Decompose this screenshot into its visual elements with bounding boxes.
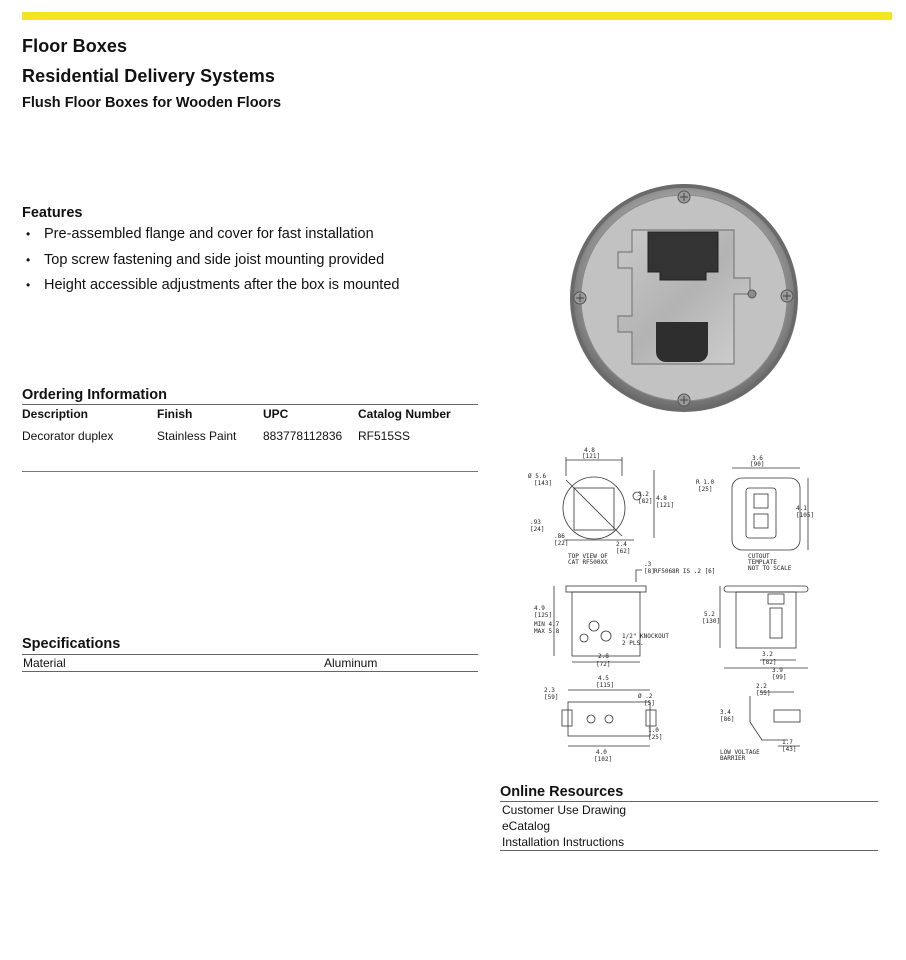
specifications-table [22, 654, 478, 672]
online-resources-list [500, 801, 878, 851]
specifications-title: Specifications [22, 636, 121, 652]
resource-link-ecatalog[interactable]: eCatalog [502, 819, 551, 833]
spec-value-material: Aluminum [324, 656, 378, 670]
page-title: Floor Boxes [22, 36, 128, 56]
cell-upc: 883778112836 [263, 429, 343, 443]
dim-label: [102] [594, 756, 613, 763]
dim-label: [86] [720, 716, 735, 723]
page-subtitle-systems: Residential Delivery Systems [22, 66, 275, 86]
dim-label: 2.8 [598, 653, 609, 660]
dim-label: [62] [616, 548, 631, 555]
drawing-caption: TEMPLATE [748, 559, 777, 566]
dim-label: 3.4 [720, 709, 731, 716]
dim-label: [125] [534, 612, 553, 619]
dim-label: [43] [782, 746, 797, 753]
drawing-caption: BARRIER [720, 755, 746, 762]
dim-label: .93 [530, 519, 541, 526]
dim-label: MAX 5.8 [534, 628, 560, 635]
cell-description: Decorator duplex [22, 429, 114, 443]
cell-finish: Stainless Paint [157, 429, 237, 443]
dim-label: [55] [756, 690, 771, 697]
dim-label: 5.2 [704, 611, 715, 618]
features-list [22, 222, 399, 299]
drawing-caption: NOT TO SCALE [748, 565, 792, 572]
table-row [22, 429, 478, 445]
ordering-title: Ordering Information [22, 387, 167, 403]
dim-label: [25] [648, 734, 663, 741]
bullet-icon: • [26, 278, 31, 292]
bullet-icon: • [26, 227, 31, 241]
col-finish: Finish [157, 407, 193, 421]
dim-label: .3 [644, 561, 652, 568]
col-catalog-number: Catalog Number [358, 407, 451, 421]
dim-label: R 1.0 [696, 479, 715, 486]
dim-label: [90] [750, 461, 765, 468]
dim-label: [130] [702, 618, 721, 625]
drawing-caption: 2 PLS. [622, 640, 644, 647]
drawing-caption: CUTOUT [748, 553, 770, 560]
resource-link-customer-use-drawing[interactable]: Customer Use Drawing [502, 803, 627, 817]
yellow-top-bar [22, 12, 892, 20]
drawing-caption: LOW VOLTAGE [720, 749, 760, 756]
feature-item: • Pre-assembled flange and cover for fast installation [22, 222, 399, 248]
dim-label: 1.0 [648, 727, 659, 734]
dim-label: [24] [530, 526, 545, 533]
dim-label: 3.9 [772, 667, 783, 674]
dim-label: 3.2 [638, 491, 649, 498]
dim-label: [143] [534, 480, 553, 487]
drawing-caption: CAT RF500XX [568, 559, 608, 566]
dim-label: Ø .2 [638, 693, 653, 700]
dim-label: 2.4 [616, 541, 627, 548]
dim-label: 2.3 [544, 687, 555, 694]
features-title: Features [22, 205, 83, 221]
dim-label: [22] [554, 540, 569, 547]
dim-label: [82] [762, 659, 777, 666]
ordering-header-row [22, 404, 478, 421]
dim-label: 4.5 [598, 675, 609, 682]
dim-label: Ø 5.6 [528, 473, 547, 480]
dim-label: 4.9 [534, 605, 545, 612]
dim-label: 3.2 [762, 651, 773, 658]
online-resources-title: Online Resources [500, 784, 624, 800]
dim-label: 4.0 [596, 749, 607, 756]
dim-label: [121] [656, 502, 675, 509]
dim-label: [82] [638, 498, 653, 505]
dim-label: 4.8 [584, 447, 595, 454]
dim-label: [59] [544, 694, 559, 701]
dim-label: .86 [554, 533, 565, 540]
bullet-icon: • [26, 252, 31, 267]
drawing-caption: TOP VIEW OF [568, 553, 608, 560]
page-subtitle-floors: Flush Floor Boxes for Wooden Floors [22, 95, 282, 111]
spec-label-material: Material [23, 656, 66, 670]
floor-box-product-image [560, 182, 810, 422]
ordering-table [22, 404, 478, 445]
dim-label: [115] [596, 682, 615, 689]
dim-label: 2.2 [756, 683, 767, 690]
dim-label: 4.8 [656, 495, 667, 502]
feature-item: • Top screw fastening and side joist mounting provided [22, 248, 399, 274]
col-description: Description [22, 407, 89, 421]
drawing-caption: 1/2" KNOCKOUT [622, 633, 669, 640]
dim-label: [121] [582, 453, 601, 460]
ordering-bottom-divider [22, 471, 478, 472]
dim-label: 1.7 [782, 739, 793, 746]
col-upc: UPC [263, 407, 289, 421]
feature-item: • Height accessible adjustments after the box is mounted [22, 273, 399, 299]
dim-label: [5] [644, 700, 655, 707]
resource-link-installation-instructions[interactable]: Installation Instructions [502, 835, 625, 849]
cell-catalog-number: RF515SS [358, 429, 411, 443]
drawing-caption: RF5068R IS .2 [6] [654, 568, 716, 575]
dim-label: [72] [596, 661, 611, 668]
dim-label: [99] [772, 674, 787, 681]
dim-label: [105] [796, 512, 815, 519]
dim-label: [25] [698, 486, 713, 493]
dim-label: MIN 4.7 [534, 621, 560, 628]
dim-label: 3.6 [752, 455, 763, 462]
dim-label: 4.1 [796, 505, 807, 512]
technical-drawing [524, 440, 824, 770]
dim-label: [8] [644, 568, 655, 575]
